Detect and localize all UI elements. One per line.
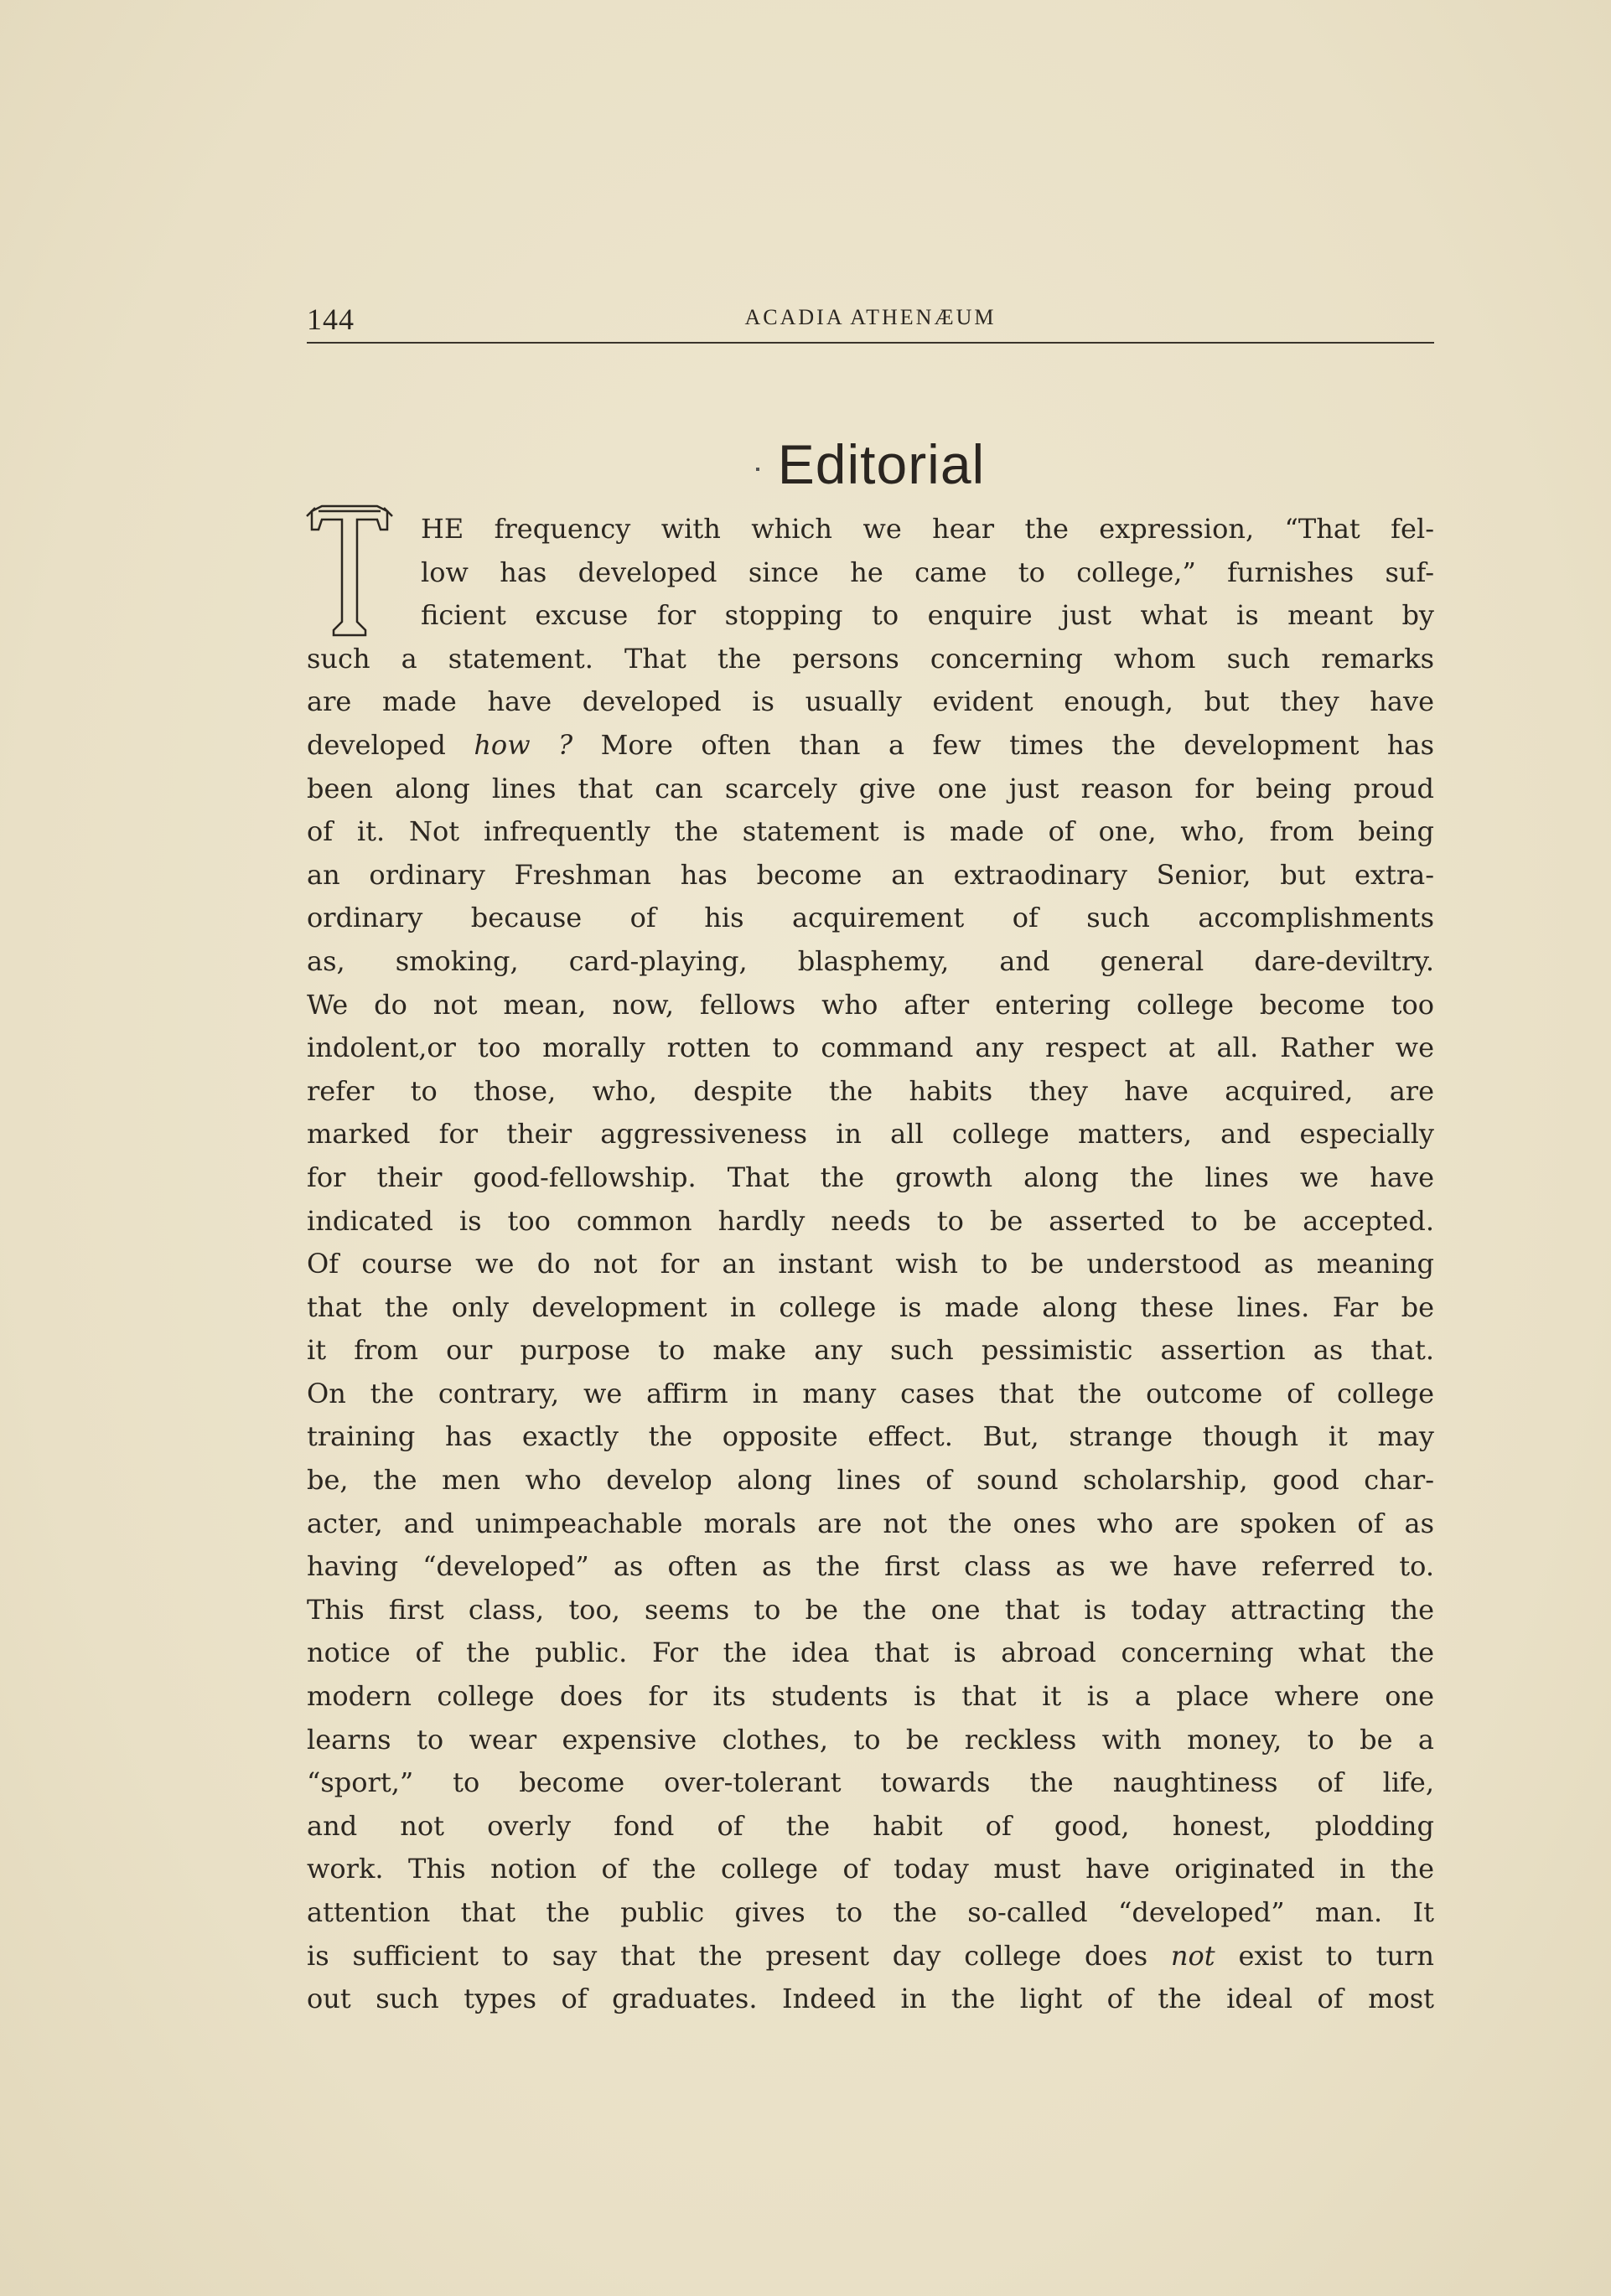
text-line: indicated is too common hardly needs to be asserted to be accepted.	[307, 1204, 1434, 1237]
text-line: that the only development in college is made along these lines. Far be	[307, 1290, 1434, 1323]
text-line: been along lines that can scarcely give one just reason for being proud	[307, 772, 1434, 804]
text-segment: is sufficient to say that the present day college does	[307, 1939, 1171, 1972]
text-segment: More often than a few times the development has	[572, 728, 1435, 761]
text-line	[307, 1935, 1434, 1978]
text-lines	[307, 508, 1434, 2021]
text-line: and not overly fond of the habit of good, honest, plodding	[307, 1809, 1434, 1842]
text-segment: developed	[307, 728, 474, 761]
text-line: ficient excuse for stopping to enquire just what is meant by	[421, 599, 1434, 632]
text-line: “sport,” to become over-tolerant towards the naughtiness of life,	[307, 1766, 1434, 1799]
text-line: such a statement. That the persons concerning whom such remarks	[307, 642, 1434, 675]
text-segment: exist to turn	[1215, 1939, 1435, 1972]
text-line: HE frequency with which we hear the expression, “That fel-	[421, 513, 1434, 545]
text-line: indolent,or too morally rotten to command any respect at all. Rather we	[307, 1032, 1434, 1064]
text-line: for their good-fellowship. That the growth along the lines we have	[307, 1161, 1434, 1193]
section-title: Editorial	[307, 432, 1434, 496]
text-line: having “developed” as often as the first class as we have referred to.	[307, 1550, 1434, 1583]
text-line: notice of the public. For the idea that is abroad concerning what the	[307, 1637, 1434, 1669]
running-head	[307, 298, 1434, 344]
text-line: out such types of graduates. Indeed in the light of the ideal of most	[307, 1983, 1434, 2015]
text-line: of it. Not infrequently the statement is made of one, who, from being	[307, 815, 1434, 848]
text-line	[307, 724, 1434, 768]
text-line: an ordinary Freshman has become an extraodinary Senior, but extra-	[307, 858, 1434, 891]
text-line: it from our purpose to make any such pessimistic assertion as that.	[307, 1334, 1434, 1367]
emphasis-text: how ?	[474, 728, 573, 761]
text-line: We do not mean, now, fellows who after entering college become too	[307, 988, 1434, 1021]
text-line: Of course we do not for an instant wish to be understood as meaning	[307, 1248, 1434, 1280]
text-line: acter, and unimpeachable morals are not the ones who are spoken of as	[307, 1507, 1434, 1539]
emphasis-text: not	[1170, 1939, 1215, 1972]
text-line: marked for their aggressiveness in all college matters, and especially	[307, 1118, 1434, 1151]
text-line: are made have developed is usually evident enough, but they have	[307, 685, 1434, 718]
text-line: modern college does for its students is that it is a place where one	[307, 1680, 1434, 1713]
text-line: learns to wear expensive clothes, to be reckless with money, to be a	[307, 1723, 1434, 1756]
text-line: low has developed since he came to college,” furnishes suf-	[421, 556, 1434, 588]
text-line: as, smoking, card-playing, blasphemy, and general dare-deviltry.	[307, 944, 1434, 977]
text-line: work. This notion of the college of today must have originated in the	[307, 1853, 1434, 1885]
editorial-body	[307, 508, 1434, 2021]
text-line: This first class, too, seems to be the one that is today attracting the	[307, 1593, 1434, 1626]
text-line: ordinary because of his acquirement of such accomplishments	[307, 902, 1434, 934]
page-number: 144	[307, 303, 355, 336]
drop-cap-t	[300, 504, 399, 639]
text-line: refer to those, who, despite the habits they have acquired, are	[307, 1074, 1434, 1107]
text-line: training has exactly the opposite effect. But, strange though it may	[307, 1420, 1434, 1453]
journal-title: ACADIA ATHENÆUM	[744, 305, 997, 329]
text-line: be, the men who develop along lines of sound scholarship, good char-	[307, 1464, 1434, 1497]
text-line: attention that the public gives to the so-called “developed” man. It	[307, 1896, 1434, 1928]
text-line: On the contrary, we affirm in many cases that the outcome of college	[307, 1377, 1434, 1409]
